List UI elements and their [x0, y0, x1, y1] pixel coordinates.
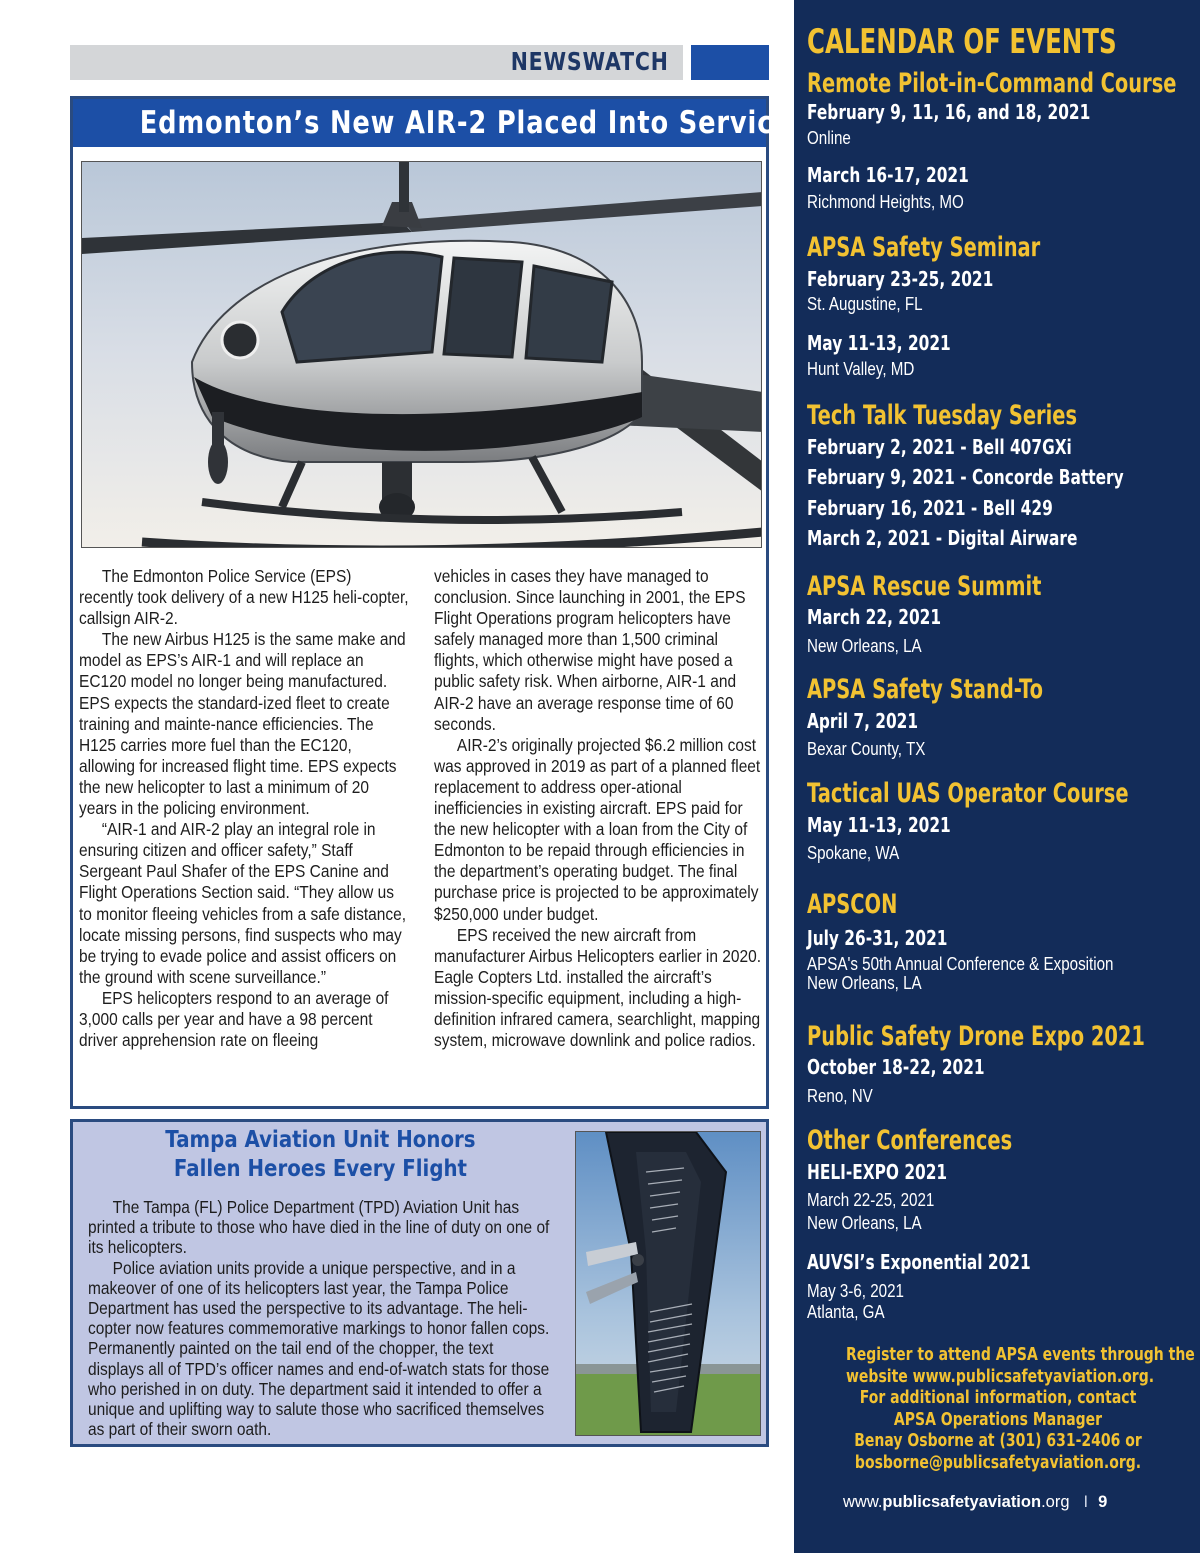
event-date: March 16-17, 2021: [807, 163, 969, 187]
article-column-right: [434, 566, 765, 1051]
event-location: Atlanta, GA: [807, 1301, 885, 1322]
event-location: New Orleans, LA: [807, 635, 922, 656]
register-line: For additional information, contact: [859, 1388, 1137, 1409]
event-name: APSA Rescue Summit: [807, 571, 1042, 602]
helicopter-photo: [81, 161, 762, 548]
section-label: NEWSWATCH: [510, 47, 669, 76]
event-name: Public Safety Drone Expo 2021: [807, 1021, 1145, 1052]
register-line: Benay Osborne at (301) 631-2406 or: [854, 1431, 1142, 1452]
event-date: February 9, 11, 16, and 18, 2021: [807, 100, 1091, 124]
event-name: Tactical UAS Operator Course: [807, 778, 1129, 809]
event-session: February 9, 2021 - Concorde Battery: [807, 465, 1124, 489]
paragraph: EPS helicopters respond to an average of 3,000 calls per year and have a 98 percent driver apprehension rate on fleeing: [79, 987, 389, 1051]
paragraph: The Edmonton Police Service (EPS) recently took delivery of a new H125 heli-copter, callsign AIR-2.: [79, 566, 409, 629]
event-date: March 22-25, 2021: [807, 1189, 935, 1210]
footer-url-domain: publicsafetyaviation: [882, 1493, 1042, 1511]
event-location: Bexar County, TX: [807, 738, 926, 759]
paragraph-continued: vehicles in cases they have managed to conclusion. Since launching in 2001, the EPS Flight Operations program helicopters have safely managed more than 1,500 criminal flights, which otherwise might have posed a public safety risk. When airborne, AIR-1 and AIR-2 have an average response time of 60 seconds.: [434, 566, 746, 734]
paragraph: The new Airbus H125 is the same make and model as EPS’s AIR-1 and will replace an EC120 model no longer being manufactured. EPS expects the standard-ized fleet to create training and mainte-nance efficiencies. The H125 carries more fuel than the EC120, allowing for increased flight time. EPS expects the new helicopter to last a minimum of 20 years in the policing environment.: [79, 629, 406, 819]
article-body: [88, 1197, 552, 1439]
event-date: February 23-25, 2021: [807, 267, 994, 291]
article-column-left: [79, 566, 409, 1051]
register-line: Register to attend APSA events through the: [846, 1345, 1195, 1365]
event-name: Tech Talk Tuesday Series: [807, 400, 1078, 431]
paragraph: The Tampa (FL) Police Department (TPD) Aviation Unit has printed a tribute to those who have died in the line of duty on one of its helicopters.: [88, 1197, 550, 1258]
event-location: St. Augustine, FL: [807, 293, 923, 314]
page-footer: [843, 1493, 1133, 1512]
event-location: Online: [807, 127, 851, 148]
register-line: bosborne@publicsafetyaviation.org.: [854, 1452, 1142, 1473]
paragraph: AIR-2’s originally projected $6.2 million cost was approved in 2019 as part of a planned fleet replacement to address oper-ational inefficiencies in existing aircraft. EPS paid for the new helicopter with a loan from the City of Edmonton to be repaid through efficiencies in the department’s operating budget. The final purchase price is projected to be approximately $250,000 under budget.: [434, 734, 761, 924]
event-session: February 16, 2021 - Bell 429: [807, 496, 1053, 520]
register-line: APSA Operations Manager: [893, 1409, 1103, 1430]
event-date: July 26-31, 2021: [807, 926, 948, 950]
article-title-line: Fallen Heroes Every Flight: [173, 1156, 468, 1182]
event-date: May 11-13, 2021: [807, 813, 951, 837]
article-title-bar: [73, 99, 792, 147]
event-subname: AUVSI’s Exponential 2021: [807, 1250, 1031, 1274]
page-number: 9: [1098, 1493, 1108, 1511]
article-title: [83, 1126, 558, 1184]
article-tampa: [70, 1119, 769, 1447]
footer-url-suffix: .org: [1041, 1493, 1070, 1511]
event-location: New Orleans, LA: [807, 1212, 922, 1233]
event-date: March 22, 2021: [807, 605, 942, 629]
register-note: [808, 1345, 1195, 1475]
footer-url[interactable]: [843, 1493, 1070, 1511]
event-name: APSA Safety Stand-To: [807, 674, 1044, 705]
calendar-sidebar: [794, 0, 1200, 1553]
article-title: Edmonton’s New AIR-2 Placed Into Service: [139, 105, 792, 141]
event-location: Hunt Valley, MD: [807, 358, 915, 379]
event-session: March 2, 2021 - Digital Airware: [807, 526, 1078, 550]
article-edmonton: [70, 96, 792, 1109]
article-title-line: Tampa Aviation Unit Honors: [165, 1127, 476, 1153]
event-location: Richmond Heights, MO: [807, 191, 964, 212]
paragraph: “AIR-1 and AIR-2 play an integral role in ensuring citizen and officer safety,” Staff Sergeant Paul Shafer of the EPS Canine and Flight Operations Section said. “They allow us to monitor fleeing vehicles from a safe distance, locate missing persons, find suspects who may be trying to evade police and assist officers on the ground with scene surveillance.”: [79, 819, 407, 987]
section-accent-block: [691, 45, 769, 80]
helicopter-tail-photo: [575, 1131, 761, 1436]
footer-separator: I: [1083, 1493, 1089, 1511]
event-location: Reno, NV: [807, 1085, 873, 1106]
footer-url-prefix: www.: [843, 1493, 883, 1511]
register-line: website www.publicsafetyaviation.org.: [846, 1366, 1155, 1387]
event-date: May 11-13, 2021: [807, 331, 951, 355]
calendar-title: CALENDAR OF EVENTS: [807, 22, 1117, 62]
event-name: Other Conferences: [807, 1125, 1013, 1156]
event-location: New Orleans, LA: [807, 972, 922, 993]
paragraph: EPS received the new aircraft from manufacturer Airbus Helicopters earlier in 2020. Eagle Copters Ltd. installed the aircraft’s mission-specific equipment, including a high-definition infrared camera, searchlight, mapping system, microwave downlink and police radios.: [434, 924, 762, 1051]
event-date: May 3-6, 2021: [807, 1280, 904, 1301]
section-header-bar: [70, 45, 683, 80]
paragraph: Police aviation units provide a unique perspective, and in a makeover of one of its helicopters last year, the Tampa Police Department has used the perspective to its advantage. The heli-copter now features commemorative markings to honor fallen cops. Permanently painted on the tail end of the chopper, the text displays all of TPD’s officer names and end-of-watch stats for those who perished in on duty. The department said it intended to offer a unique and uplifting way to salute those who sacrificed themselves as part of their sworn oath.: [88, 1257, 550, 1440]
event-name: APSA Safety Seminar: [807, 232, 1041, 263]
event-location: Spokane, WA: [807, 842, 900, 863]
event-name: APSCON: [807, 889, 898, 920]
event-date: October 18-22, 2021: [807, 1055, 985, 1079]
event-subname: HELI-EXPO 2021: [807, 1160, 948, 1184]
event-date: April 7, 2021: [807, 709, 919, 733]
event-session: February 2, 2021 - Bell 407GXi: [807, 435, 1072, 459]
event-location: APSA's 50th Annual Conference & Exposition: [807, 953, 1114, 974]
event-name: Remote Pilot-in-Command Course: [807, 68, 1177, 99]
